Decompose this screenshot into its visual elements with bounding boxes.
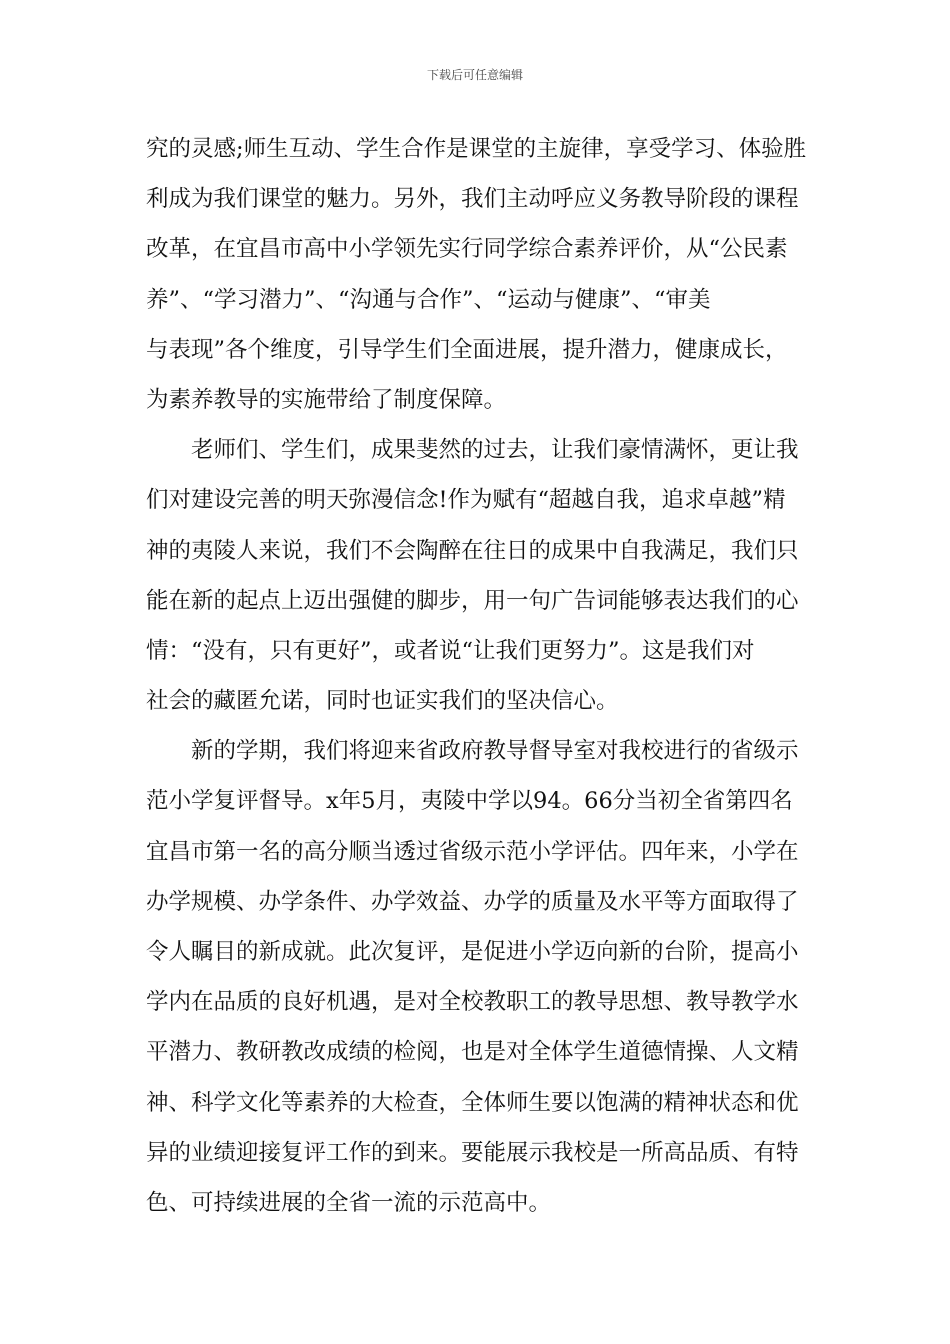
text-line: 情：“没有，只有更好”，或者说“让我们更努力”。这是我们对 bbox=[146, 637, 755, 664]
text-line: 们对建设完善的明天弥漫信念!作为赋有“超越自我，追求卓越”精 bbox=[146, 487, 786, 514]
text-line: 令人瞩目的新成就。此次复评，是促进小学迈向新的台阶，提高小 bbox=[146, 939, 799, 965]
text-line: 改革，在宜昌市高中小学领先实行同学综合素养评价，从“公民素 bbox=[146, 236, 788, 263]
text-line: 平潜力、教研教改成绩的检阅，也是对全体学生道德情操、人文精 bbox=[146, 1039, 799, 1066]
text-line: 养”、“学习潜力”、“沟通与合作”、“运动与健康”、“审美 bbox=[146, 286, 711, 313]
paragraph-3 bbox=[146, 726, 800, 1228]
paragraph-2 bbox=[146, 425, 800, 726]
body-text bbox=[146, 124, 807, 1228]
header-note: 下载后可任意编辑 bbox=[426, 68, 523, 82]
text-line: 办学规模、办学条件、办学效益、办学的质量及水平等方面取得了 bbox=[146, 888, 799, 915]
text-line: 范小学复评督导。x年5月，夷陵中学以94。66分当初全省第四名 bbox=[146, 788, 793, 815]
text-line: 神、科学文化等素养的大检查，全体师生要以饱满的精神状态和优 bbox=[146, 1089, 799, 1116]
text-line: 老师们、学生们，成果斐然的过去，让我们豪情满怀，更让我 bbox=[146, 437, 799, 464]
text-line: 与表现”各个维度，引导学生们全面进展，提升潜力，健康成长， bbox=[146, 336, 788, 363]
text-line: 为素养教导的实施带给了制度保障。 bbox=[146, 386, 507, 413]
text-line: 异的业绩迎接复评工作的到来。要能展示我校是一所高品质、有特 bbox=[146, 1139, 799, 1166]
text-line: 宜昌市第一名的高分顺当透过省级示范小学评估。四年来，小学在 bbox=[146, 838, 799, 865]
paragraph-1 bbox=[146, 124, 807, 425]
text-line: 能在新的起点上迈出强健的脚步，用一句广告词能够表达我们的心 bbox=[146, 587, 799, 614]
text-line: 色、可持续进展的全省一流的示范高中。 bbox=[146, 1189, 552, 1216]
text-line: 究的灵感;师生互动、学生合作是课堂的主旋律，享受学习、体验胜 bbox=[146, 136, 807, 162]
text-line: 新的学期，我们将迎来省政府教导督导室对我校进行的省级示 bbox=[146, 738, 799, 765]
text-line: 社会的藏匿允诺，同时也证实我们的坚决信心。 bbox=[146, 688, 619, 715]
text-line: 神的夷陵人来说，我们不会陶醉在往日的成果中自我满足，我们只 bbox=[146, 537, 799, 564]
text-line: 学内在品质的良好机遇，是对全校教职工的教导思想、教导教学水 bbox=[146, 989, 799, 1016]
text-line: 利成为我们课堂的魅力。另外，我们主动呼应义务教导阶段的课程 bbox=[146, 186, 799, 213]
